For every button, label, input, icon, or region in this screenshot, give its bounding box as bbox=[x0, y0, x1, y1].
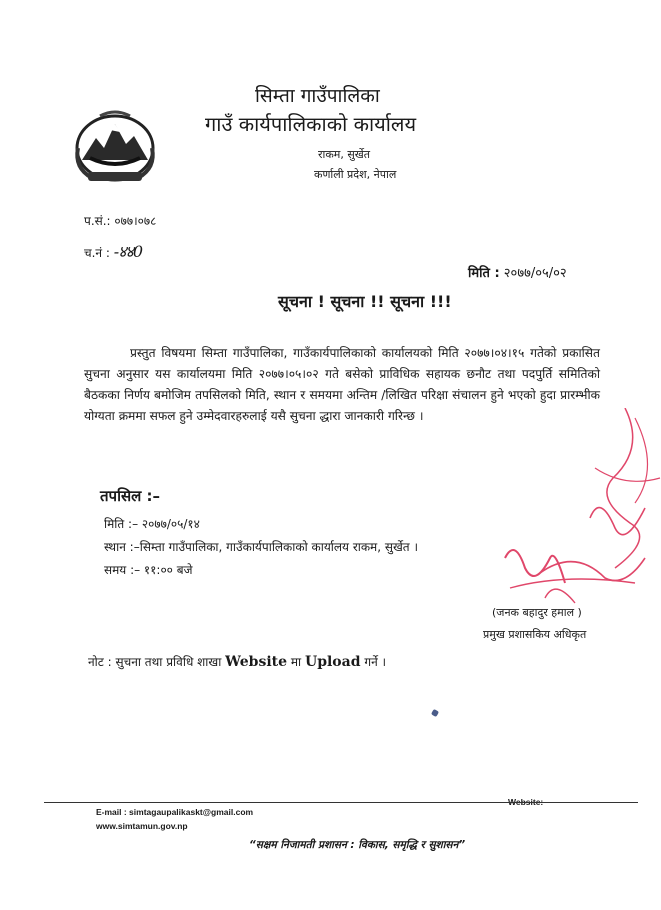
address-district: राकम, सुर्खेत bbox=[318, 148, 371, 161]
footer-divider bbox=[44, 802, 638, 803]
notice-heading: सूचना ! सूचना !! सूचना !!! bbox=[278, 292, 452, 311]
signatory-designation: प्रमुख प्रशासकिय अधिकृत bbox=[483, 628, 587, 641]
date-label: मिति : bbox=[468, 266, 500, 281]
note-prefix: नोट : सुचना तथा प्रविधि शाखा bbox=[88, 655, 222, 669]
signatory-name: (जनक बहादुर हमाल ) bbox=[492, 606, 582, 619]
schedule-title: तपसिल :– bbox=[100, 487, 160, 505]
note-mid: मा bbox=[290, 655, 302, 669]
letter-date bbox=[468, 263, 567, 281]
footer-slogan: “सक्षम निजामती प्रशासन : विकास, समृद्धि र सुशासन” bbox=[249, 839, 466, 851]
note-upload-word: Upload bbox=[304, 654, 361, 670]
schedule-place: स्थान :–सिम्ता गाउँपालिका, गाउँकार्यपालिकाको कार्यालय राकम, सुर्खेत । bbox=[104, 540, 418, 554]
schedule-time: समय :– ११:०० बजे bbox=[104, 563, 193, 577]
notice-body-paragraph: प्रस्तुत विषयमा सिम्ता गाउँपालिका, गाउँकार्यपालिकाको कार्यालयको मिति २०७७।०४।१५ गतेको प्रकासित सुचना अनुसार यस कार्यालयमा मिति २०७७।०५।०२ गते बसेको प्राविधिक सहायक छनौट तथा पदपुर्ति समितिको बैठकका निर्णय बमोजिम तपसिलको मिति, स्थान र समयमा अन्तिम /लिखित परिक्षा संचालन हुने भएको हुदा प्रारम्भीक योग्यता क्रममा सफल हुने उम्मेदवारहरुलाई यसै सुचना द्धारा जानकारी गरिन्छ । bbox=[84, 346, 600, 423]
fiscal-year-reference: प.सं.: ०७७।०७८ bbox=[84, 214, 157, 228]
footer-email: E-mail : simtagaupalikaskt@gmail.com bbox=[96, 807, 254, 817]
note-line bbox=[88, 653, 386, 670]
footer-website: www.simtamun.gov.np bbox=[96, 821, 188, 831]
office-name: गाउँ कार्यपालिकाको कार्यालय bbox=[205, 112, 417, 136]
schedule-date: मिति :– २०७७/०५/१४ bbox=[104, 517, 200, 531]
dispatch-number-value: -४४0 bbox=[113, 242, 143, 261]
ink-mark bbox=[431, 709, 439, 717]
address-province: कर्णाली प्रदेश, नेपाल bbox=[314, 168, 397, 181]
dispatch-number-label: च.नं : bbox=[84, 246, 110, 260]
date-value: २०७७/०५/०२ bbox=[503, 266, 567, 281]
footer-website-label: Website: bbox=[508, 797, 544, 807]
municipality-name: सिम्ता गाउँपालिका bbox=[255, 85, 380, 107]
note-suffix: गर्ने । bbox=[364, 655, 387, 669]
handwritten-signature-stamp bbox=[495, 408, 661, 638]
note-website-word: Website bbox=[225, 654, 288, 670]
nepal-emblem-logo bbox=[70, 108, 160, 188]
dispatch-number bbox=[84, 240, 142, 262]
